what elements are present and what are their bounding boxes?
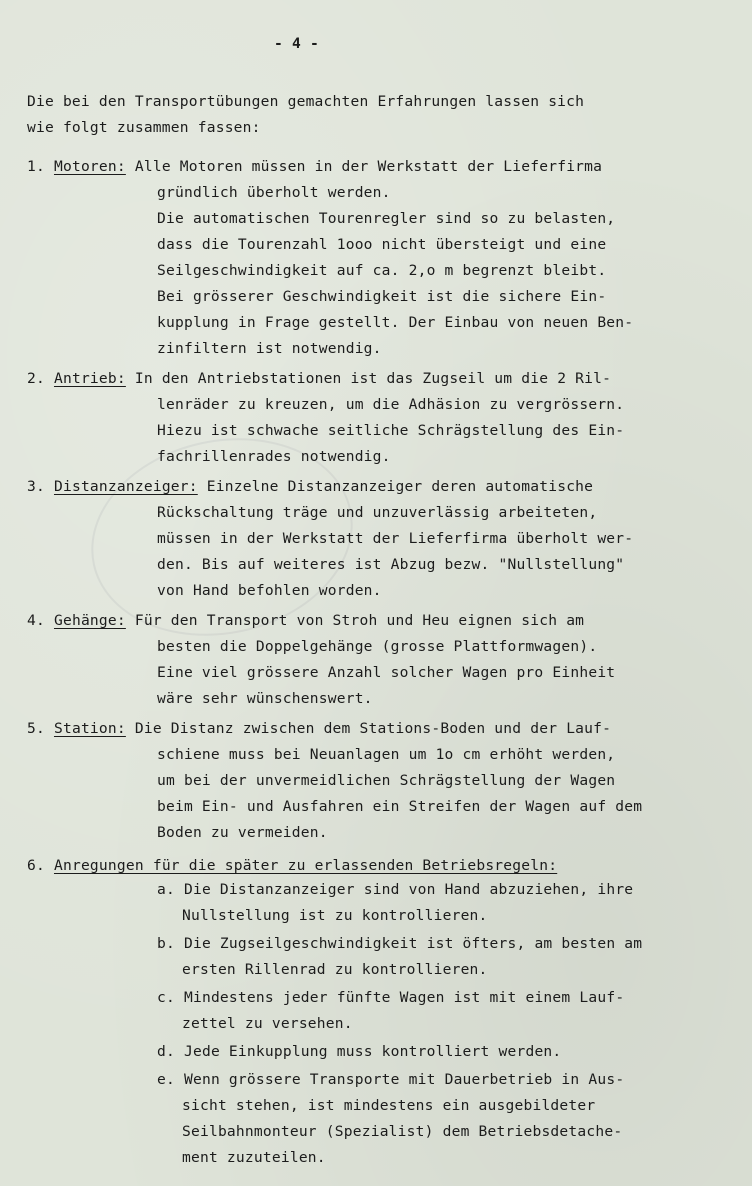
- item-4-line: besten die Doppelgehänge (grosse Plattformwagen).: [157, 638, 598, 655]
- item-2-line: fachrillenrades notwendig.: [157, 448, 391, 465]
- item-heading: Gehänge:: [53, 612, 126, 629]
- page-number: - 4 -: [274, 35, 319, 52]
- subitem-d-first-line: [157, 1042, 561, 1062]
- item-3-first-line: [27, 477, 593, 497]
- item-5-line: beim Ein- und Ausfahren ein Streifen der Wagen auf dem: [157, 798, 643, 815]
- subitem-letter: a.: [157, 881, 175, 898]
- item-1-line: zinfiltern ist notwendig.: [157, 340, 382, 357]
- item-heading: Station:: [53, 720, 126, 737]
- item-1-line: gründlich überholt werden.: [157, 184, 391, 201]
- subitem-c-first-line: [157, 988, 624, 1008]
- subitem-e-first-line: [157, 1070, 624, 1090]
- subitem-b-line: ersten Rillenrad zu kontrollieren.: [182, 961, 488, 978]
- item-2-line: Hiezu ist schwache seitliche Schrägstellung des Ein-: [157, 422, 625, 439]
- subitem-e-line: sicht stehen, ist mindestens ein ausgebildeter: [182, 1097, 596, 1114]
- subitem-c-line: zettel zu versehen.: [182, 1015, 353, 1032]
- subitem-text: Die Zugseilgeschwindigkeit ist öfters, am besten am: [183, 935, 643, 952]
- subitem-text: Jede Einkupplung muss kontrolliert werden.: [183, 1043, 562, 1060]
- subitem-text: Die Distanzanzeiger sind von Hand abzuziehen, ihre: [183, 881, 634, 898]
- item-1-line: kupplung in Frage gestellt. Der Einbau von neuen Ben-: [157, 314, 634, 331]
- subitem-letter: e.: [157, 1071, 175, 1088]
- item-number: 2.: [27, 370, 45, 387]
- subitem-b-first-line: [157, 934, 642, 954]
- item-3-line: von Hand befohlen worden.: [157, 582, 382, 599]
- item-3-line: müssen in der Werkstatt der Lieferfirma überholt wer-: [157, 530, 634, 547]
- item-number: 6.: [27, 857, 45, 874]
- item-number: 3.: [27, 478, 45, 495]
- subitem-letter: c.: [157, 989, 175, 1006]
- item-number: 1.: [27, 158, 45, 175]
- item-1-line: Bei grösserer Geschwindigkeit ist die sichere Ein-: [157, 288, 607, 305]
- subitem-text: Wenn grössere Transporte mit Dauerbetrieb in Aus-: [183, 1071, 625, 1088]
- item-first-rest: Die Distanz zwischen dem Stations-Boden und der Lauf-: [125, 720, 612, 737]
- item-6-first-line: [27, 856, 557, 876]
- item-1-line: Seilgeschwindigkeit auf ca. 2,o m begrenzt bleibt.: [157, 262, 607, 279]
- item-4-line: Eine viel grössere Anzahl solcher Wagen pro Einheit: [157, 664, 616, 681]
- subitem-text: Mindestens jeder fünfte Wagen ist mit einem Lauf-: [183, 989, 625, 1006]
- subitem-letter: d.: [157, 1043, 175, 1060]
- item-number: 4.: [27, 612, 45, 629]
- item-5-line: schiene muss bei Neuanlagen um 1o cm erhöht werden,: [157, 746, 616, 763]
- item-5-first-line: [27, 719, 611, 739]
- item-heading: Antrieb:: [53, 370, 126, 387]
- item-first-rest: Für den Transport von Stroh und Heu eignen sich am: [125, 612, 585, 629]
- item-first-rest: Alle Motoren müssen in der Werkstatt der Lieferfirma: [125, 158, 603, 175]
- item-heading: Motoren:: [53, 158, 126, 175]
- item-first-rest: In den Antriebstationen ist das Zugseil um die 2 Ril-: [125, 370, 612, 387]
- item-2-first-line: [27, 369, 611, 389]
- intro-line-1: Die bei den Transportübungen gemachten Erfahrungen lassen sich: [27, 93, 585, 110]
- subitem-a-line: Nullstellung ist zu kontrollieren.: [182, 907, 488, 924]
- subitem-e-line: ment zuzuteilen.: [182, 1149, 326, 1166]
- intro-line-2: wie folgt zusammen fassen:: [27, 119, 261, 136]
- item-first-rest: Einzelne Distanzanzeiger deren automatische: [197, 478, 594, 495]
- item-1-first-line: [27, 157, 602, 177]
- item-2-line: lenräder zu kreuzen, um die Adhäsion zu vergrössern.: [157, 396, 625, 413]
- item-1-line: dass die Tourenzahl 1ooo nicht übersteigt und eine: [157, 236, 607, 253]
- item-heading: Anregungen für die später zu erlassenden Betriebsregeln:: [53, 857, 558, 874]
- item-heading: Distanzanzeiger:: [53, 478, 198, 495]
- item-5-line: Boden zu vermeiden.: [157, 824, 328, 841]
- item-3-line: Rückschaltung träge und unzuverlässig arbeiteten,: [157, 504, 598, 521]
- item-1-line: Die automatischen Tourenregler sind so zu belasten,: [157, 210, 616, 227]
- item-4-first-line: [27, 611, 584, 631]
- item-number: 5.: [27, 720, 45, 737]
- subitem-e-line: Seilbahnmonteur (Spezialist) dem Betriebsdetache-: [182, 1123, 623, 1140]
- subitem-a-first-line: [157, 880, 633, 900]
- subitem-letter: b.: [157, 935, 175, 952]
- item-3-line: den. Bis auf weiteres ist Abzug bezw. "Nullstellung": [157, 556, 625, 573]
- item-4-line: wäre sehr wünschenswert.: [157, 690, 373, 707]
- item-5-line: um bei der unvermeidlichen Schrägstellung der Wagen: [157, 772, 616, 789]
